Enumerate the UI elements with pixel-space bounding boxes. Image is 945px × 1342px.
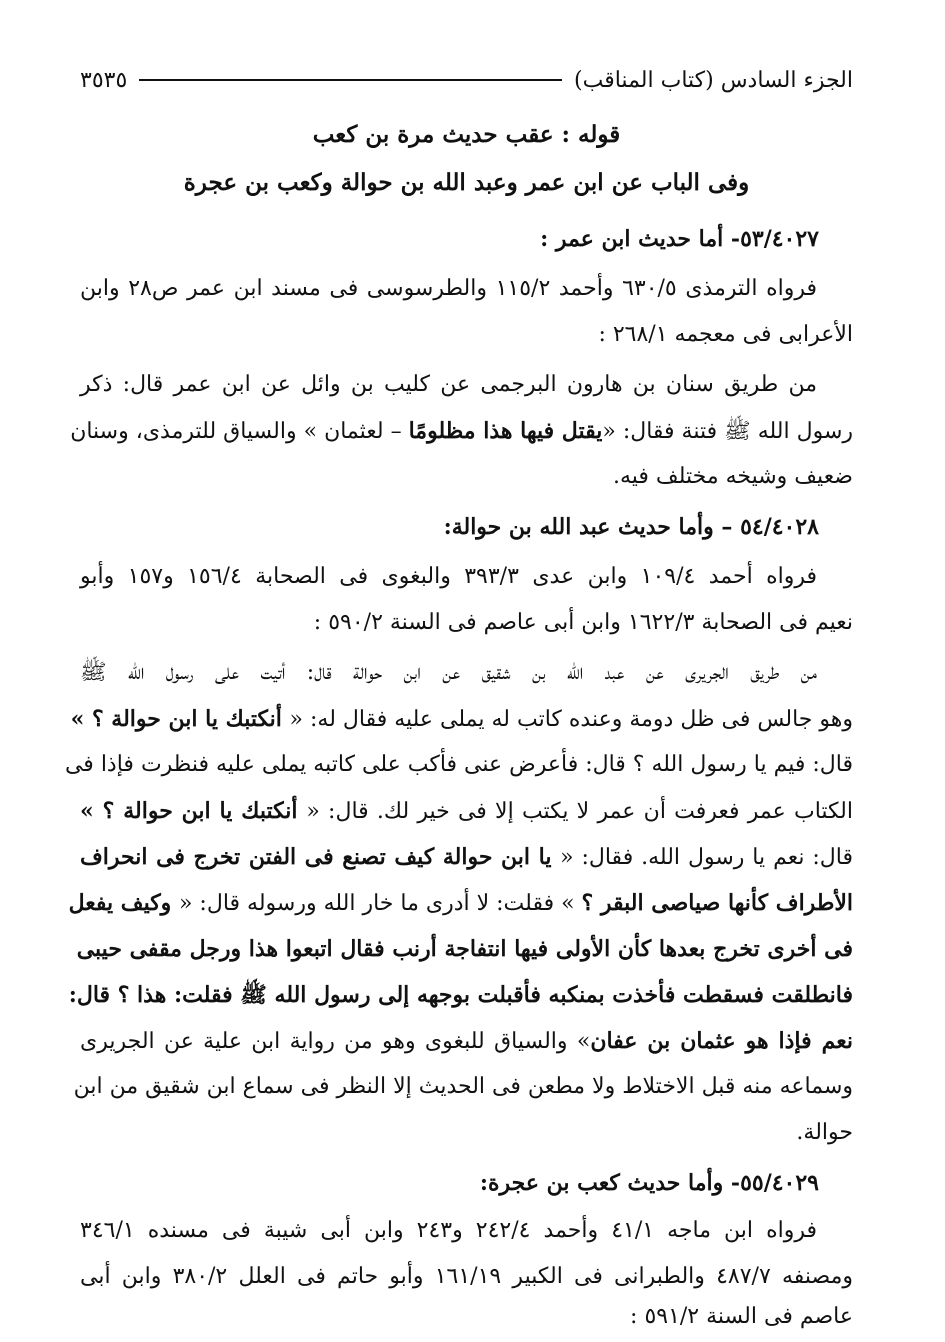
- paragraph-line: فى أخرى تخرج بعدها كأن الأولى فيها انتفاجة أرنب فقال اتبعوا هذا ورجل مقفى حيبى: [76, 936, 853, 962]
- page-number: ٣٥٣٥: [80, 67, 128, 93]
- paragraph-line: فرواه أحمد ١٠٩/٤ وابن عدى ٣٩٣/٣ والبغوى فى الصحابة ١٥٦/٤ و١٥٧ وأبو: [80, 564, 818, 589]
- paragraph-line: [80, 840, 853, 874]
- paragraph-line: عاصم فى السنة ٥٩١/٢ :: [630, 1304, 853, 1329]
- paragraph-line: ضعيف وشيخه مختلف فيه.: [612, 464, 853, 489]
- paragraph-line: [70, 702, 853, 736]
- text-span: – لعثمان » والسياق للترمذى، وسنان: [70, 419, 409, 444]
- title-line-1: قوله : عقب حديث مرة بن كعب: [312, 121, 621, 148]
- paragraph-line: من طريق الجريرى عن عبد الله بن شقيق عن ابن حوالة قال: أتيت على رسول الله ﷺ: [80, 660, 817, 685]
- paragraph-line: نعيم فى الصحابة ١٦٢٢/٣ وابن أبى عاصم فى السنة ٥٩٠/٢ :: [313, 610, 853, 635]
- text-span: »: [80, 798, 94, 824]
- hadith-quote: أنكتبك يا ابن حوالة ؟: [93, 798, 307, 824]
- text-span: رسول الله ﷺ فتنة فقال: «: [602, 419, 853, 444]
- text-span: » فقلت: لا أدرى ما خار الله ورسوله قال: «: [178, 891, 582, 916]
- section-heading-kaab: ٥٥/٤٠٢٩- وأما حديث كعب بن عجرة:: [479, 1170, 819, 1196]
- hadith-quote: نعم فإذا هو عثمان بن عفان: [590, 1028, 854, 1054]
- paragraph-line: [70, 414, 853, 448]
- page: [80, 58, 853, 102]
- page-header: [80, 58, 853, 102]
- header-rule: [139, 79, 562, 81]
- text-span: الكتاب عمر فعرفت أن عمر لا يكتب إلا فى خير لك. قال: «: [306, 799, 854, 824]
- section-heading-ibn-hawala: ٥٤/٤٠٢٨ – وأما حديث عبد الله بن حوالة:: [443, 514, 819, 540]
- hadith-quote: أنكتبك يا ابن حوالة ؟: [84, 706, 290, 732]
- paragraph-line: فرواه الترمذى ٦٣٠/٥ وأحمد ١١٥/٢ والطرسوسى فى مسند ابن عمر ص٢٨ وابن: [80, 276, 817, 301]
- paragraph-line: [80, 794, 853, 828]
- text-span: » والسياق للبغوى وهو من رواية ابن علية عن الجريرى: [80, 1029, 591, 1054]
- hadith-quote: وكيف يفعل: [68, 890, 179, 916]
- paragraph-line: [80, 1024, 853, 1058]
- hadith-quote: الأطراف كأنها صياصى البقر ؟: [581, 890, 853, 916]
- hadith-quote: يقتل فيها هذا مظلومًا: [408, 418, 603, 444]
- hadith-quote: يا ابن حوالة كيف تصنع فى الفتن تخرج فى انحراف: [80, 844, 561, 870]
- paragraph-line: فرواه ابن ماجه ٤١/١ وأحمد ٢٤٢/٤ و٢٤٣ وابن أبى شيبة فى مسنده ٣٤٦/١: [80, 1218, 818, 1243]
- text-span: »: [70, 706, 85, 732]
- paragraph-line: [68, 886, 853, 920]
- paragraph-line: ومصنفه ٤٨٧/٧ والطبرانى فى الكبير ١٦١/١٩ وأبو حاتم فى العلل ٣٨٠/٢ وابن أبى: [80, 1264, 854, 1289]
- paragraph-line: قال: فيم يا رسول الله ؟ قال: فأعرض عنى فأكب على كاتبه يملى عليه فنظرت فإذا فى: [64, 752, 853, 777]
- paragraph-line: من طريق سنان بن هارون البرجمى عن كليب بن وائل عن ابن عمر قال: ذكر: [80, 372, 817, 397]
- section-heading-ibn-umar: ٥٣/٤٠٢٧- أما حديث ابن عمر :: [540, 226, 819, 252]
- running-title: الجزء السادس (كتاب المناقب): [574, 67, 853, 93]
- paragraph-line: حوالة.: [796, 1120, 853, 1145]
- text-span: قال: نعم يا رسول الله. فقال: «: [560, 845, 854, 870]
- paragraph-line: وسماعه منه قبل الاختلاط ولا مطعن فى الحديث إلا النظر فى سماع ابن شقيق من ابن: [73, 1074, 853, 1099]
- title-line-2: وفى الباب عن ابن عمر وعبد الله بن حوالة وكعب بن عجرة: [183, 169, 750, 196]
- paragraph-line: الأعرابى فى معجمه ٢٦٨/١ :: [598, 322, 853, 347]
- paragraph-line: فانطلقت فسقطت فأخذت بمنكبه فأقبلت بوجهه إلى رسول الله ﷺ فقلت: هذا ؟ قال:: [68, 982, 853, 1008]
- text-span: وهو جالس فى ظل دومة وعنده كاتب له يملى عليه فقال له: «: [289, 707, 853, 732]
